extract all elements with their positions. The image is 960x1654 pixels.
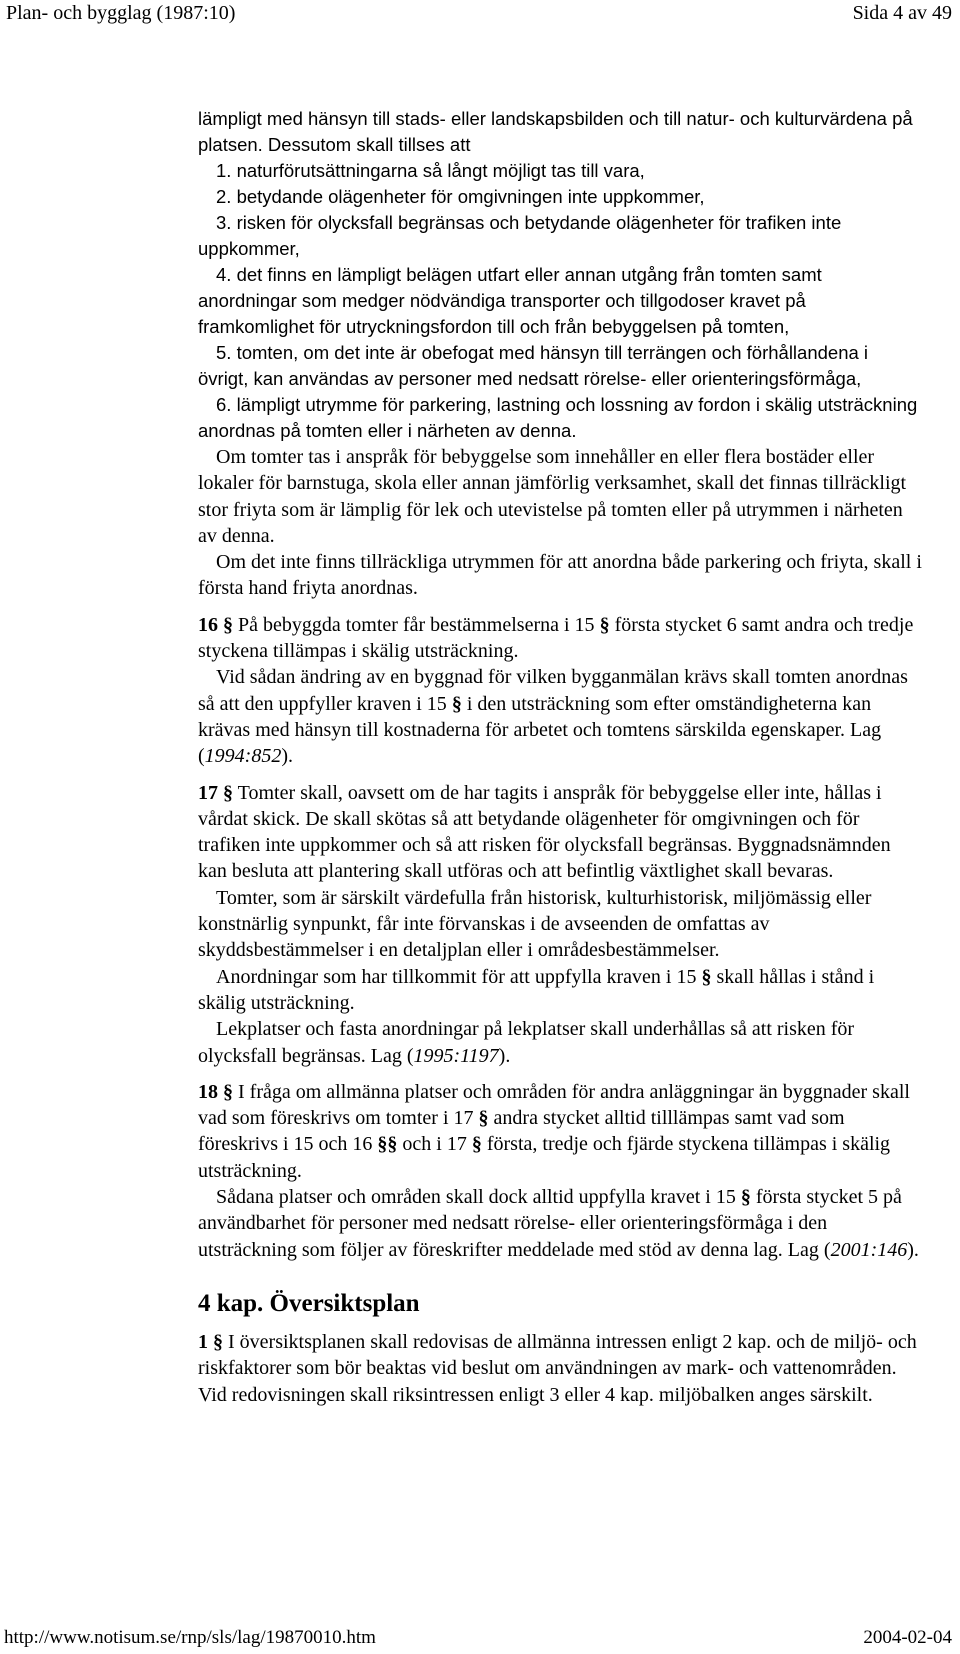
intro-paragraph: lämpligt med hänsyn till stads- eller landskapsbilden och till natur- och kulturvärdena på platsen. Dessutom skall tillses att [198, 108, 913, 155]
section-16 [198, 612, 923, 665]
section-symbol: § [599, 613, 610, 636]
section-symbol: § [213, 1330, 223, 1353]
document-title: Plan- och bygglag (1987:10) [6, 2, 236, 24]
law-reference[interactable]: 1994:852 [204, 745, 282, 768]
list-item-2: 2. betydande olägenheter för omgivningen inte uppkommer, [216, 186, 705, 207]
paragraph-bostader: Om tomter tas i anspråk för bebyggelse som innehåller en eller flera bostäder eller lokaler för barnstuga, skola eller annan jämförlig verksamhet, skall det finnas tillräckligt stor friyta som är lämplig för lek och utevistelse på tomten eller på utrymmen i närheten av denna. [198, 446, 907, 547]
chapter-4-section-1 [198, 1329, 923, 1408]
section-text: På bebyggda tomter får bestämmelserna i 15 [238, 613, 595, 636]
section-text: Anordningar som har tillkommit för att uppfylla kraven i 15 [216, 965, 697, 988]
section-text: ). [498, 1044, 511, 1067]
section-text: första stycket 5 på användbarhet för personer med nedsatt rörelse- eller orienteringsförmåga i den utsträckning som följer av föreskrifter meddelade med stöd av denna lag. Lag ( [198, 1186, 902, 1261]
section-number: 17 [198, 781, 218, 804]
section-18-paragraph-2 [198, 1184, 923, 1263]
section-text: skall hållas i stånd i skälig utsträckning. [198, 965, 875, 1014]
list-item-3: 3. risken för olycksfall begränsas och betydande olägenheter för trafiken inte uppkommer, [198, 212, 842, 259]
section-text: i den utsträckning som efter omständigheterna kan krävas med hänsyn till kostnaderna för arbetet och tomtens särskilda egenskaper. Lag ( [198, 692, 882, 768]
section-17 [198, 780, 923, 885]
section-symbol: § [701, 965, 712, 988]
section-text: första, tredje och fjärde styckena tillämpas i skälig utsträckning. [198, 1133, 891, 1182]
chapter-heading: 4 kap. Översiktsplan [198, 1289, 420, 1317]
section-number: 18 [198, 1080, 218, 1103]
document-body [198, 106, 923, 1408]
law-reference[interactable]: 2001:146 [830, 1238, 908, 1261]
section-symbol: § [471, 1133, 482, 1156]
section-17-paragraph-2: Tomter, som är särskilt värdefulla från historisk, kulturhistorisk, miljömässig eller konstnärlig synpunkt, får inte förvanskas i de avseenden de omfattas av skyddsbestämmelser i en detaljplan eller i områdesbestämmelser. [198, 886, 872, 962]
section-text: Vid sådan ändring av en byggnad för vilken bygganmälan krävs skall tomten anordnas så att den uppfyller kraven i 15 [198, 666, 908, 715]
section-text: Sådana platser och områden skall dock alltid uppfylla kravet i 15 [216, 1186, 736, 1209]
section-text: andra stycket alltid tilllämpas samt vad som föreskrivs i 15 och 16 [198, 1107, 845, 1156]
paragraph-friyta: Om det inte finns tillräckliga utrymmen för att anordna både parkering och friyta, skall i första hand friyta anordnas. [198, 551, 922, 600]
section-16-paragraph-2 [198, 664, 923, 769]
section-text: Lekplatser och fasta anordningar på lekplatser skall underhållas så att risken för olycksfall begränsas. Lag ( [198, 1018, 855, 1067]
section-symbol: § [478, 1107, 489, 1130]
page-number: Sida 4 av 49 [852, 2, 952, 24]
section-text: I översiktsplanen skall redovisas de allmänna intressen enligt 2 kap. och de miljö- och riskfaktorer som bör beaktas vid beslut om användningen av mark- och vattenområden. Vid redovisningen skall riksintressen enligt 3 eller 4 kap. miljöbalken anges särskilt. [198, 1330, 917, 1406]
section-symbol: § [377, 1133, 388, 1156]
section-text: första stycket 6 samt andra och tredje styckena tillämpas i skälig utsträckning. [198, 613, 914, 663]
section-number: 1 [198, 1330, 208, 1353]
list-item-6: 6. lämpligt utrymme för parkering, lastning och lossning av fordon i skälig utsträckning anordnas på tomten eller i närheten av denna. [198, 394, 918, 441]
section-text: I fråga om allmänna platser och områden för andra anläggningar än byggnader skall vad som föreskrivs om tomter i 17 [198, 1080, 910, 1130]
list-item-1: 1. naturförutsättningarna så långt möjligt tas till vara, [216, 160, 645, 181]
section-text: och i 17 [402, 1133, 467, 1156]
section-symbol: § [223, 1080, 233, 1103]
section-text: ). [907, 1238, 919, 1261]
section-text: Tomter skall, oavsett om de har tagits i anspråk för bebyggelse eller inte, hållas i vårdat skick. De skall skötas så att betydande olägenheter för omgivningen och för trafiken inte uppkommer och så att risken för olycksfall begränsas. Byggnadsnämnden kan besluta att plantering skall utföras och att befintlig växtlighet skall bevaras. [198, 781, 891, 883]
section-symbol: § [387, 1133, 398, 1156]
section-symbol: § [223, 781, 233, 804]
footer-date: 2004-02-04 [863, 1627, 952, 1648]
list-item-5: 5. tomten, om det inte är obefogat med hänsyn till terrängen och förhållandena i övrigt, kan användas av personer med nedsatt rörelse- eller orienteringsförmåga, [198, 342, 869, 389]
list-item-4: 4. det finns en lämpligt belägen utfart eller annan utgång från tomten samt anordningar som medger nödvändiga transporter och tillgodoser kravet på framkomlighet för utryckningsfordon till och från bebyggelsen på tomten, [198, 264, 822, 337]
section-17-paragraph-3 [198, 964, 923, 1017]
law-reference[interactable]: 1995:1197 [413, 1044, 499, 1067]
section-17-paragraph-4 [198, 1016, 923, 1069]
section-symbol: § [451, 692, 462, 715]
section-symbol: § [740, 1186, 751, 1209]
section-number: 16 [198, 613, 218, 636]
section-symbol: § [223, 613, 233, 636]
footer-url[interactable]: http://www.notisum.se/rnp/sls/lag/19870010.htm [4, 1627, 376, 1648]
section-18 [198, 1079, 923, 1184]
section-text: ). [281, 745, 294, 768]
